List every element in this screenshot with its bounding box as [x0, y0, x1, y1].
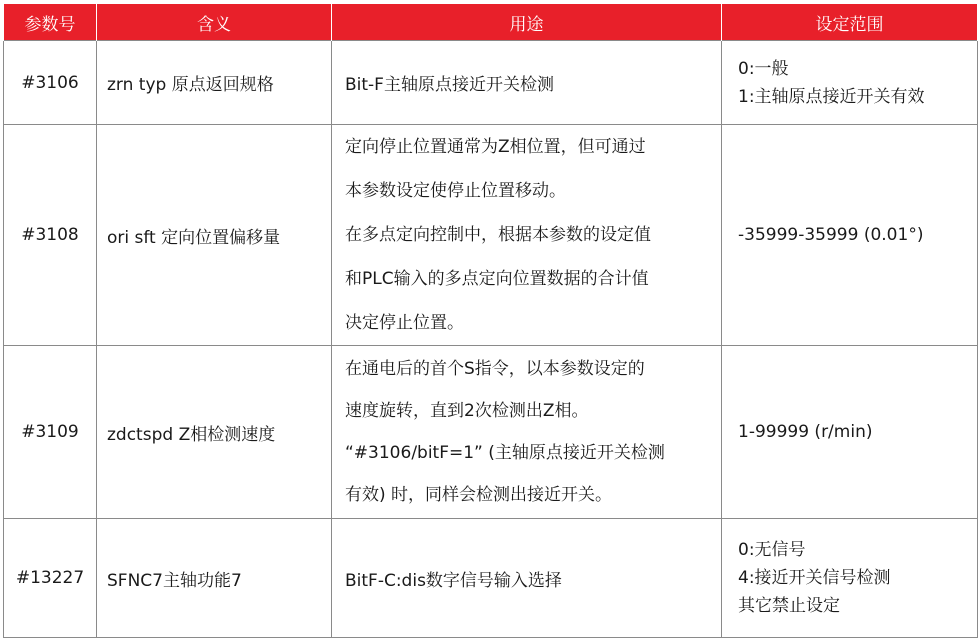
param-usage	[332, 346, 722, 519]
usage-line: 本参数设定使停止位置移动。	[345, 181, 566, 201]
param-usage	[332, 125, 722, 346]
param-meaning: SFNC7主轴功能7	[97, 519, 332, 638]
param-number: #13227	[4, 519, 97, 638]
param-range	[722, 41, 978, 125]
param-meaning: zdctspd Z相检测速度	[97, 346, 332, 519]
usage-line: 和PLC输入的多点定向位置数据的合计值	[345, 269, 649, 289]
header-param-no: 参数号	[4, 4, 97, 41]
header-usage: 用途	[332, 4, 722, 41]
usage-line: 在通电后的首个S指令，以本参数设定的	[345, 359, 645, 379]
usage-line: 决定停止位置。	[345, 313, 464, 333]
usage-line: 在多点定向控制中，根据本参数的设定值	[345, 225, 651, 245]
usage-line: 有效) 时，同样会检测出接近开关。	[345, 485, 613, 505]
usage-line: “#3106/bitF=1” (主轴原点接近开关检测	[345, 443, 665, 463]
table-header-row	[4, 4, 978, 41]
table-row	[4, 519, 978, 638]
table-row	[4, 41, 978, 125]
param-range	[722, 346, 978, 519]
usage-line: Bit-F主轴原点接近开关检测	[345, 75, 554, 95]
range-line: 1-99999 (r/min)	[738, 422, 873, 442]
param-usage	[332, 41, 722, 125]
param-range	[722, 519, 978, 638]
usage-line: 速度旋转，直到2次检测出Z相。	[345, 401, 589, 421]
param-number: #3106	[4, 41, 97, 125]
param-meaning: ori sft 定向位置偏移量	[97, 125, 332, 346]
param-range	[722, 125, 978, 346]
table-row	[4, 125, 978, 346]
range-line: 4:接近开关信号检测	[738, 568, 891, 588]
param-number: #3108	[4, 125, 97, 346]
range-line: 1:主轴原点接近开关有效	[738, 86, 925, 107]
param-usage	[332, 519, 722, 638]
header-meaning: 含义	[97, 4, 332, 41]
usage-line: BitF-C:dis数字信号输入选择	[345, 570, 562, 591]
param-meaning: zrn typ 原点返回规格	[97, 41, 332, 125]
usage-line: 定向停止位置通常为Z相位置，但可通过	[345, 137, 646, 157]
table-row	[4, 346, 978, 519]
range-line: 其它禁止设定	[738, 596, 840, 616]
range-line: 0:无信号	[738, 540, 806, 560]
param-number: #3109	[4, 346, 97, 519]
parameter-table	[3, 4, 978, 638]
range-line: -35999-35999 (0.01°)	[738, 225, 924, 245]
range-line: 0:一般	[738, 58, 789, 79]
header-range: 设定范围	[722, 4, 978, 41]
